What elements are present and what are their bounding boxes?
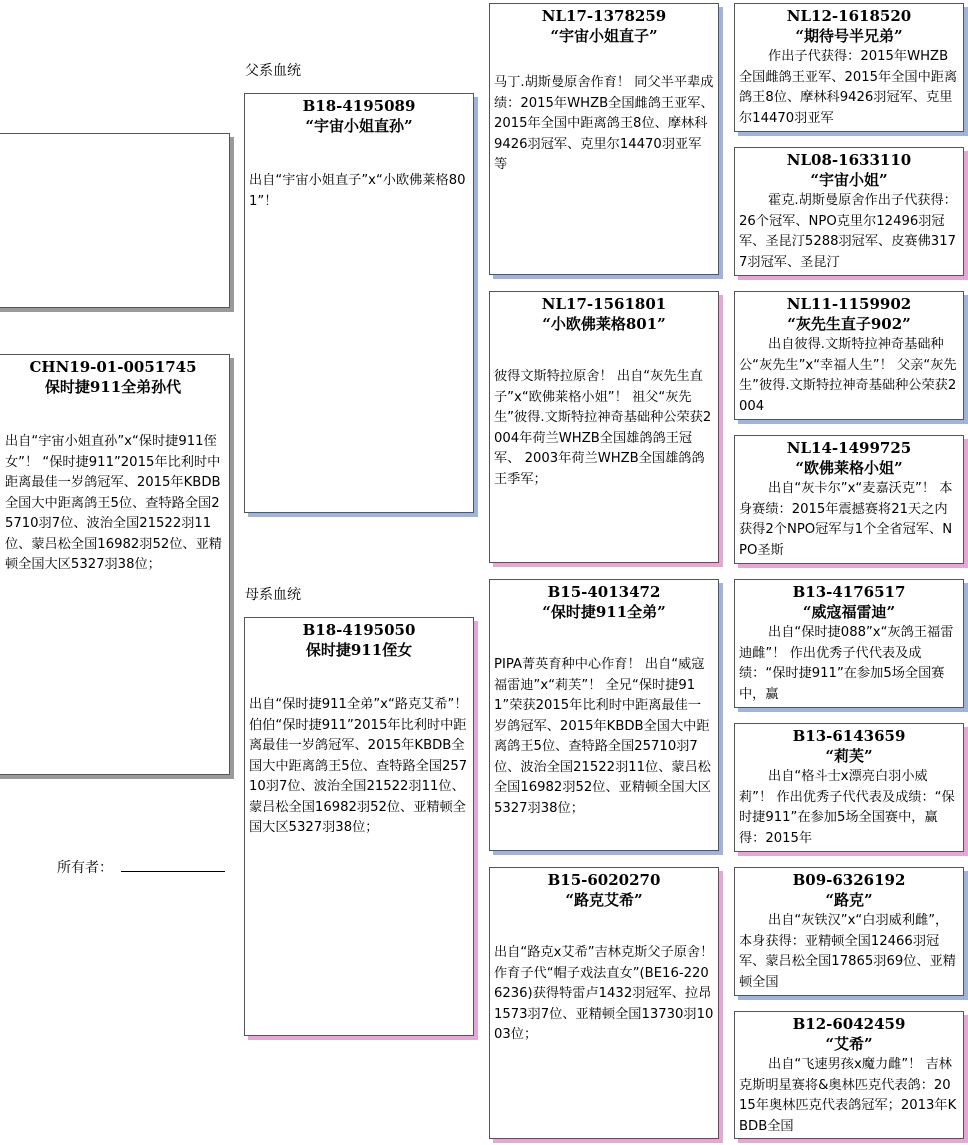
dam-ring: B18-4195050 <box>302 621 416 639</box>
gen3-desc: PIPA菁英育种中心作育！ 出自“威寇福雷迪”x“莉芙”！ 全兄“保时捷911”荣获2015年比利时中距离最佳一岁鸽冠军、2015年KBDB全国大中距离鸽王5位、查特路全国25710羽7位、波治全国21522羽11位、蒙吕松全国16982羽52位、亚精顿全国大区5327羽38位； <box>494 657 711 816</box>
gen4-card <box>734 3 964 132</box>
gen4-desc: 出自“灰铁汉”x“白羽威利雌”，本身获得：亚精顿全国12466羽冠军、蒙吕松全国17865羽69位、亚精顿全国 <box>739 913 956 990</box>
gen4-card <box>734 147 964 276</box>
gen4-desc: 出自“灰卡尔”x“麦嘉沃克”！ 本身赛绩：2015年震撼赛将21天之内获得2个NPO冠军与1个全省冠军、NPO圣斯 <box>739 481 953 558</box>
gen4-desc: 出自“格斗士x漂亮白羽小威莉”！ 作出优秀子代代表及成绩：“保时捷911”在参加5场全国赛中，赢得：2015年 <box>739 769 955 846</box>
granddam-paternal-card <box>489 291 719 563</box>
owner-line[interactable] <box>121 871 225 872</box>
dam-name: 保时捷911侄女 <box>305 641 413 659</box>
gen3-name: “保时捷911全弟” <box>542 603 666 621</box>
gen4-desc: 作出子代获得：2015年WHZB全国雌鸽王亚军、2015年全国中距离鸽王8位、摩林科9426羽冠军、克里尔14470羽亚军 <box>739 49 958 126</box>
gen4-card <box>734 579 964 708</box>
subject-ring: CHN19-01-0051745 <box>29 358 197 376</box>
gen4-desc: 霍克.胡斯曼原舍作出子代获得：26个冠军、NPO克里尔12496羽冠军、圣昆汀5288羽冠军、皮赛佛3177羽冠军、圣昆汀 <box>739 193 957 270</box>
gen4-name: “路克” <box>825 891 873 909</box>
subject-name: 保时捷911全弟孙代 <box>44 378 182 396</box>
gen4-name: “期待号半兄弟” <box>795 27 903 45</box>
gen4-ring: NL12-1618520 <box>786 7 912 25</box>
sire-card <box>244 93 474 513</box>
dam-card <box>244 617 474 1036</box>
gen4-desc: 出自“保时捷088”x“灰鸽王福雷迪雌”！ 作出优秀子代代表及成绩：“保时捷911”在参加5场全国赛中，赢 <box>739 625 954 702</box>
subject-card <box>0 354 230 775</box>
sire-desc: 出自“宇宙小姐直子”x“小欧佛莱格801”！ <box>249 173 466 209</box>
gen4-card <box>734 435 964 564</box>
gen4-name: “宇宙小姐” <box>810 171 888 189</box>
gen4-ring: B13-4176517 <box>792 583 906 601</box>
sire-name: “宇宙小姐直孙” <box>305 117 413 135</box>
gen3-ring: B15-4013472 <box>547 583 661 601</box>
gen3-name: “路克艾希” <box>565 891 643 909</box>
gen4-name: “威寇福雷迪” <box>802 603 896 621</box>
photo-box <box>0 133 230 308</box>
gen4-card <box>734 291 964 420</box>
gen4-card <box>734 1011 964 1139</box>
gen4-name: “灰先生直子902” <box>787 315 911 333</box>
gen3-ring: B15-6020270 <box>547 871 661 889</box>
gen4-ring: NL11-1159902 <box>786 295 912 313</box>
gen4-ring: B09-6326192 <box>792 871 906 889</box>
gen3-ring: NL17-1378259 <box>541 7 667 25</box>
gen4-ring: NL14-1499725 <box>786 439 912 457</box>
dam-desc: 出自“保时捷911全弟”x“路克艾希”！ 伯伯“保时捷911”2015年比利时中距离最佳一岁鸽冠军、2015年KBDB全国大中距离鸽王5位、查特路全国25710羽7位、波治全国21522羽11位、蒙吕松全国16982羽52位、亚精顿全国大区5327羽38位； <box>249 697 468 835</box>
gen3-name: “宇宙小姐直子” <box>550 27 658 45</box>
gen4-desc: 出自“飞速男孩x魔力雌”！ 吉林克斯明星赛将&奥林匹克代表鸽：2015年奥林匹克代表鸽冠军；2013年KBDB全国 <box>739 1057 957 1134</box>
gen4-ring: B12-6042459 <box>792 1015 906 1033</box>
gen4-name: “欧佛莱格小姐” <box>795 459 903 477</box>
sire-ring: B18-4195089 <box>302 97 416 115</box>
gen3-name: “小欧佛莱格801” <box>542 315 666 333</box>
gen3-desc: 彼得文斯特拉原舍！ 出自“灰先生直子”x“欧佛莱格小姐”！ 祖父“灰先生”彼得.文斯特拉神奇基础种公荣获2004年荷兰WHZB全国雄鸽鸽王冠军、 2003年荷兰WHZB全国雄鸽鸽王季军； <box>494 369 712 487</box>
gen4-card <box>734 867 964 996</box>
dam-line-label: 母系血统 <box>245 587 301 603</box>
gen3-desc: 马丁.胡斯曼原舍作育！ 同父半平辈成绩：2015年WHZB全国雌鸽王亚军、2015年全国中距离鸽王8位、摩林科9426羽冠军、克里尔14470羽亚军等 <box>494 75 714 172</box>
granddam-maternal-card <box>489 867 719 1139</box>
gen4-name: “莉芙” <box>825 747 873 765</box>
gen4-desc: 出自彼得.文斯特拉神奇基础种公“灰先生”x“幸福人生”！ 父亲“灰先生”彼得.文斯特拉神奇基础种公荣获2004 <box>739 337 957 414</box>
subject-desc: 出自“宇宙小姐直孙”x“保时捷911侄女”！ “保时捷911”2015年比利时中距离最佳一岁鸽冠军、2015年KBDB全国大中距离鸽王5位、查特路全国25710羽7位、波治全国21522羽11位、蒙吕松全国16982羽52位、亚精顿全国大区5327羽38位； <box>5 434 222 572</box>
owner-label: 所有者： <box>57 860 113 876</box>
gen3-desc: 出自“路克x艾希”吉林克斯父子原舍！ 作育子代“帽子戏法直女”(BE16-2206236)获得特雷卢1432羽冠军、拉昂1573羽7位、亚精顿全国13730羽1003位； <box>494 945 714 1042</box>
gen4-ring: NL08-1633110 <box>786 151 912 169</box>
sire-line-label: 父系血统 <box>245 63 301 79</box>
grandsire-maternal-card <box>489 579 719 851</box>
grandsire-paternal-card <box>489 3 719 275</box>
gen4-ring: B13-6143659 <box>792 727 906 745</box>
gen3-ring: NL17-1561801 <box>541 295 667 313</box>
gen4-name: “艾希” <box>825 1035 873 1053</box>
gen4-card <box>734 723 964 852</box>
